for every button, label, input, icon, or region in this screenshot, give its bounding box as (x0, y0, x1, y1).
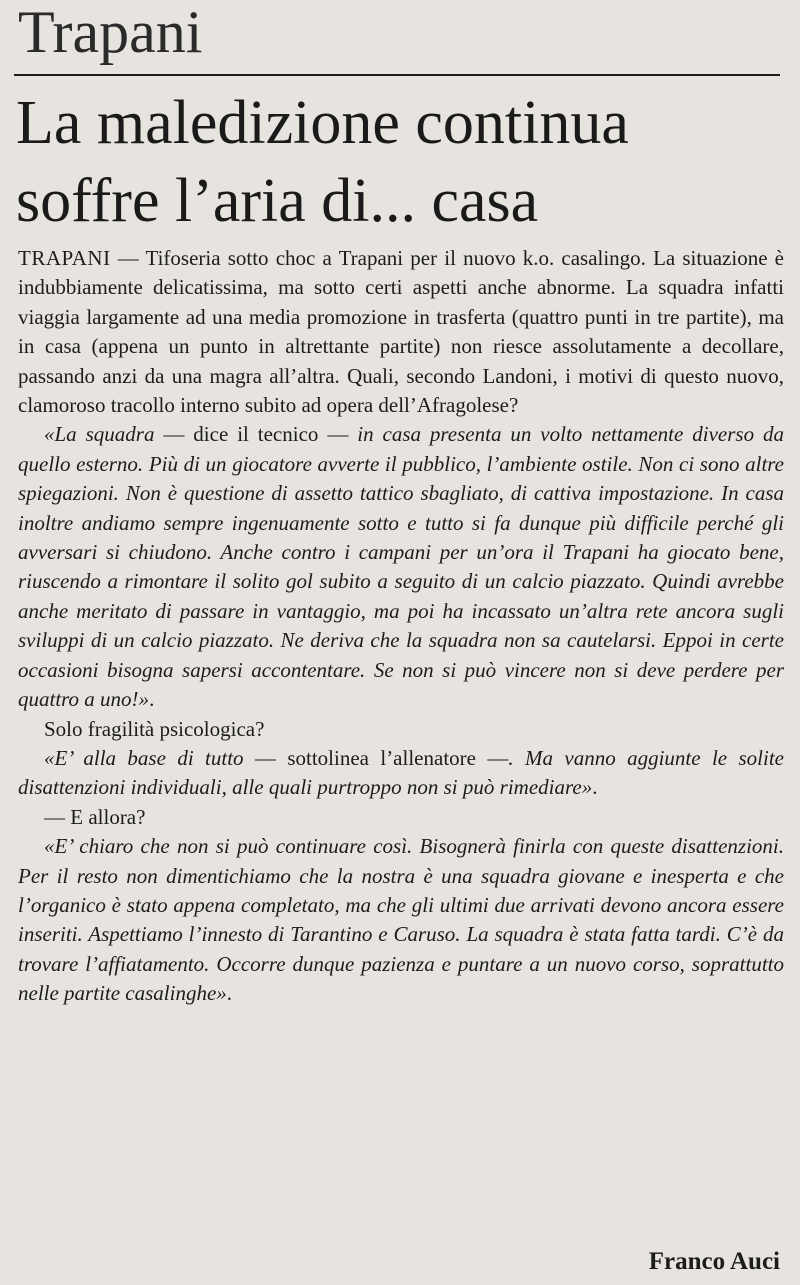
article-paragraph (18, 744, 784, 803)
body-text: . (149, 687, 155, 712)
dateline: TRAPANI (18, 246, 111, 270)
headline-line-1: La maledizione continua (16, 89, 629, 157)
article-paragraph (18, 244, 784, 420)
article-paragraph (18, 715, 784, 744)
body-text: . (226, 981, 233, 1006)
headline-line-2: soffre l’aria di... casa (16, 167, 539, 235)
quote-text: in casa presenta un volto nettamente diverso da quello esterno. Più di un giocatore avverte il pubblico, l’ambiente ostile. Non ci sono altre spiegazioni. Non è questione di assetto tattico sbagliato, di cattiva impostazione. In casa inoltre andiamo sempre ingenuamente sotto e tutto si fa dunque più difficile perché gli avversari si chiudono. Anche contro i campani per un’ora il Trapani ha giocato bene, riuscendo a rimontare il solito gol subito a seguito di un calcio piazzato. Quindi avrebbe anche meritato di passare in vantaggio, ma poi ha incassato un’altra rete ancora sugli sviluppi di un calcio piazzato. Ne deriva che la squadra non sa cautelarsi. Eppoi in certe occasioni bisogna sapersi accontentare. Se non si può vincere non si deve perdere per quattro a uno!» (18, 422, 784, 712)
quote-text: . Ma vanno aggiunte le solite disattenzioni individuali, alle quali purtroppo non si può rimediare» (18, 745, 784, 800)
byline: Franco Auci (648, 1248, 780, 1275)
article-paragraph (18, 832, 784, 1008)
article-body (18, 244, 784, 1009)
article-paragraph (18, 420, 784, 714)
body-text: — Tifoseria sotto choc a Trapani per il nuovo k.o. casalingo. La situazione è indubbiamente delicatissima, ma sotto certi aspetti anche abnorme. La squadra infatti viaggia largamente ad una media promozione in trasferta (quattro punti in tre partite), ma in casa (appena un punto in altrettante partite) non riesce assolutamente a decollare, passando anzi da una magra all’altra. Quali, secondo Landoni, i motivi di questo nuovo, clamoroso tracollo interno subito ad opera dell’Afragolese? (18, 246, 784, 418)
body-text: . (592, 775, 598, 800)
article-paragraph (18, 803, 784, 832)
quote-text: «E’ alla base di tutto (44, 745, 244, 770)
section-divider (14, 74, 780, 76)
body-text: — sottolinea l’allenatore — (243, 745, 509, 770)
quote-text: «La squadra (44, 422, 155, 447)
body-text: — E allora? (44, 804, 146, 829)
section-title: Trapani (18, 0, 203, 65)
body-text: — dice il tecnico — (154, 422, 358, 447)
body-text: Solo fragilità psicologica? (44, 716, 265, 741)
quote-text: «E’ chiaro che non si può continuare così. Bisognerà finirla con queste disattenzioni. Per il resto non dimentichiamo che la nostra è una squadra giovane e inesperta e che l’organico è stato appena completato, ma che gli ultimi due arrivati devono ancora essere inseriti. Aspettiamo l’innesto di Tarantino e Caruso. La squadra è stata fatta tardi. C’è da trovare l’affiatamento. Occorre dunque pazienza e puntare a un nuovo corso, soprattutto nelle partite casalinghe» (18, 834, 784, 1006)
headline (16, 84, 629, 240)
